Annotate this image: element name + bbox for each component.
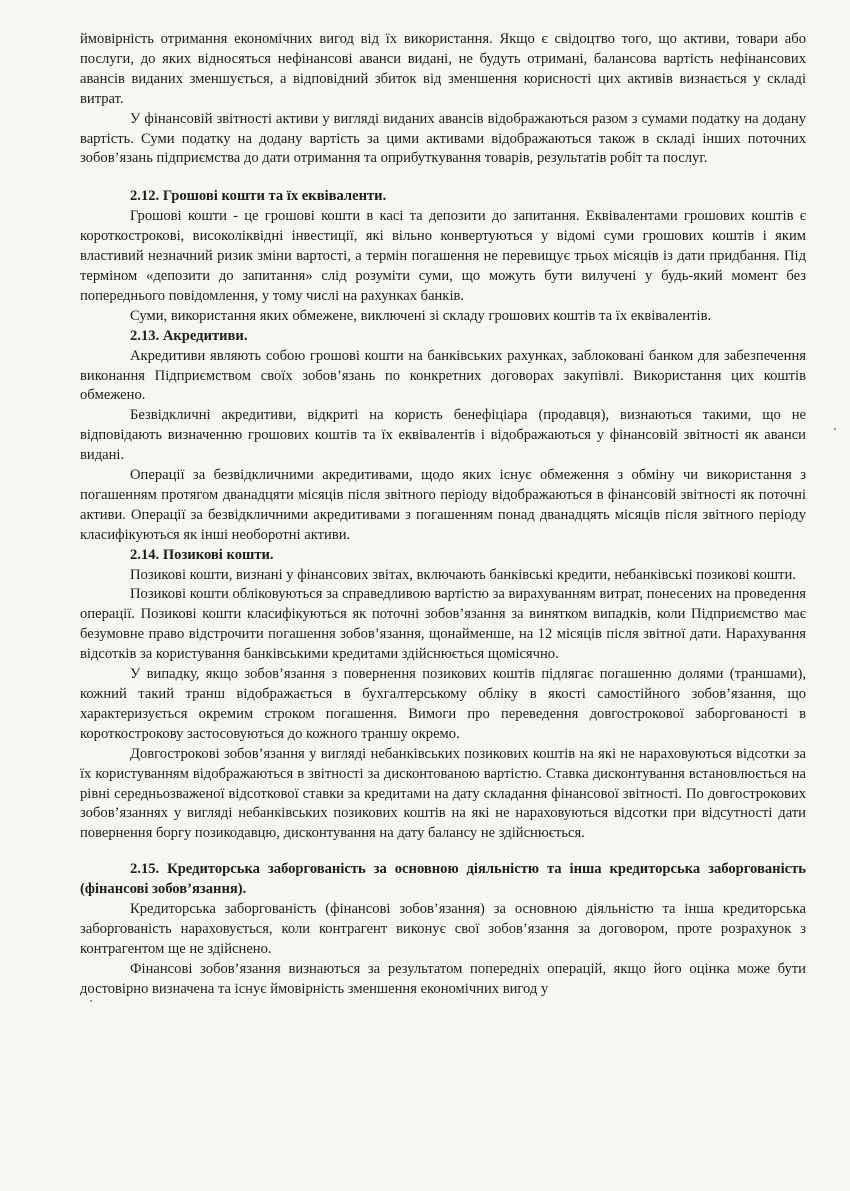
spacer xyxy=(80,844,806,860)
section-heading: 2.14. Позикові кошти. xyxy=(130,546,274,563)
paragraph: У випадку, якщо зобов’язання з повернення позикових коштів підлягає погашенню долями (траншами), кожний такий транш відображається в бухгалтерському обліку в якості самостійного зобов’язання, що характеризується окремим строком погашення. Вимоги про переведення довгострокової заборгованості в короткострокову застосовуються до кожного траншу окремо. xyxy=(80,666,806,742)
paragraph: Довгострокові зобов’язання у вигляді небанківських позикових коштів на які не нараховуються відсотки за їх користуванням відображаються в звітності за дисконтованою вартістю. Ставка дисконтування встановлюється на рівні середньозваженої відсоткової ставки за кредитами на дату складання фінансової звітності. По довгострокових зобов’язаннях у вигляді небанківських позикових коштів на які не нараховуються відсотки при відсутності дати повернення боргу позикодавцю, дисконтування на дату балансу не здійснюється. xyxy=(80,745,806,842)
paragraph: ймовірність отримання економічних вигод від їх використання. Якщо є свідоцтво того, що активи, товари або послуги, до яких відносяться нефінансові аванси видані, не будуть отримані, балансова вартість нефінансових авансів виданих зменшується, а відповідний збиток від зменшення корисності цих активів визнається у складі витрат. xyxy=(80,31,806,107)
scan-speck xyxy=(834,428,836,430)
paragraph: Суми, використання яких обмежене, виключені зі складу грошових коштів та їх еквівалентів. xyxy=(130,307,712,324)
section-heading: 2.12. Грошові кошти та їх еквіваленти. xyxy=(130,188,387,205)
scan-speck xyxy=(90,1000,92,1002)
section-heading: 2.13. Акредитиви. xyxy=(130,327,248,344)
paragraph: Кредиторська заборгованість (фінансові зобов’язання) за основною діяльністю та інша кредиторська заборгованість нараховується, коли контрагент виконує свої зобов’язання за договором, проте розрахунок з контрагентом ще не здійснено. xyxy=(80,901,806,957)
section-heading: 2.15. Кредиторська заборгованість за основною діяльністю та інша кредиторська заборгованість (фінансові зобов’язання). xyxy=(80,861,806,898)
paragraph: Акредитиви являють собою грошові кошти на банківських рахунках, заблоковані банком для забезпечення виконання Підприємством своїх зобов’язань по конкретних договорах закупівлі. Використання цих коштів обмежено. xyxy=(80,347,806,404)
spacer xyxy=(80,169,806,187)
paragraph: Безвідкличні акредитиви, відкриті на користь бенефіціара (продавця), визнаються такими, що не відповідають визначенню грошових коштів та їх еквівалентів і відображаються у фінансовій звітності як аванси видані. xyxy=(80,407,806,464)
paragraph: Операції за безвідкличними акредитивами, щодо яких існує обмеження з обміну чи використання з погашенням протягом дванадцяти місяців після звітного періоду відображаються в фінансовій звітності як поточні активи. Операції за безвідкличними акредитивами з погашенням понад дванадцять місяців після звітного періоду класифікуються як інші необоротні активи. xyxy=(80,467,806,543)
paragraph: Позикові кошти, визнані у фінансових звітах, включають банківські кредити, небанківські позикові кошти. xyxy=(130,566,796,583)
paragraph: Позикові кошти обліковуються за справедливою вартістю за вирахуванням витрат, понесених на проведення операції. Позикові кошти класифікуються як поточні зобов’язання за винятком випадків, коли Підприємство має безумовне право відстрочити погашення зобов’язання, щонайменше, на 12 місяців після звітної дати. Нарахування відсотків за користування банківськими кредитами здійснюється щомісячно. xyxy=(80,586,806,663)
paragraph: У фінансовій звітності активи у вигляді виданих авансів відображаються разом з сумами податку на додану вартість. Суми податку на додану вартість за цими активами відображаються також в складі інших поточних зобов’язань підприємства до дати отримання та оприбуткування товарів, результатів робіт та послуг. xyxy=(80,110,806,167)
paragraph: Фінансові зобов’язання визнаються за результатом попередніх операцій, якщо його оцінка може бути достовірно визначена та існує ймовірність зменшення економічних вигод у xyxy=(80,960,806,997)
paragraph: Грошові кошти - це грошові кошти в касі та депозити до запитання. Еквівалентами грошових коштів є короткострокові, високоліквідні інвестиції, які вільно конвертуються у відомі суми грошових коштів і яким властивий незначний ризик зміни вартості, а термін погашення не перевищує трьох місяців із дати придбання. Під терміном «депозити до запитання» слід розуміти суми, що можуть бути вилучені у будь-який момент без попереднього повідомлення, у тому числі на рахунках банків. xyxy=(80,208,806,304)
